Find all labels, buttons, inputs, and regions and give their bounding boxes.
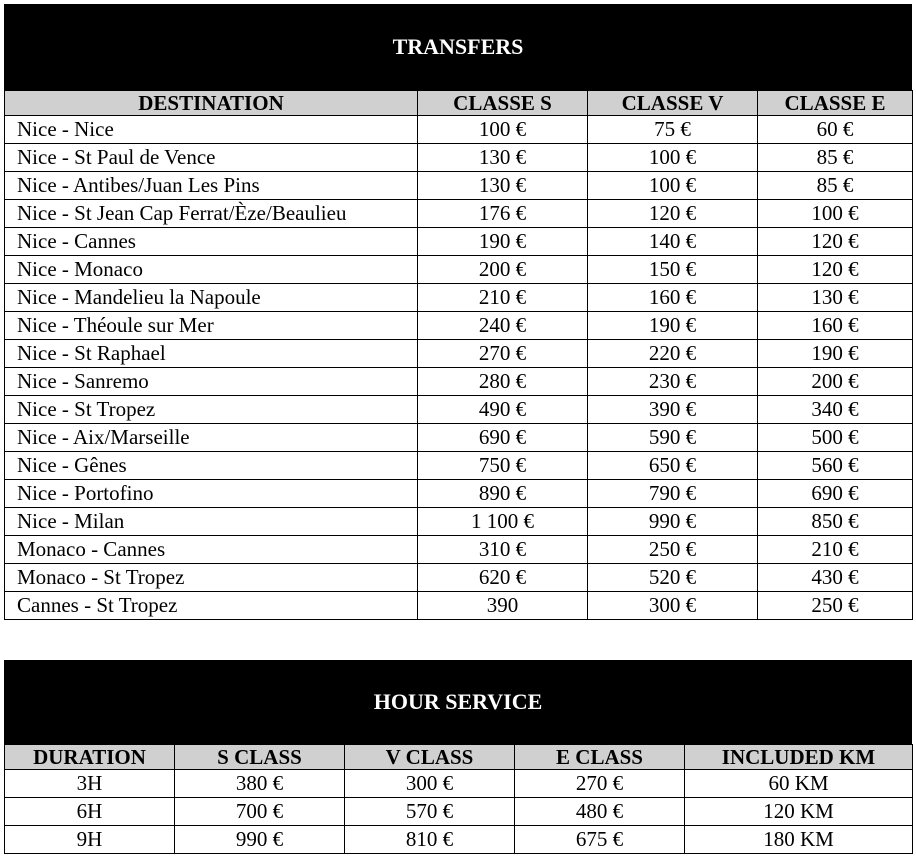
destination-cell: Nice - Antibes/Juan Les Pins [5,172,418,200]
price-cell: 210 € [758,536,913,564]
price-cell: 140 € [588,228,758,256]
price-cell: 270 € [515,770,685,798]
price-cell: 675 € [515,826,685,854]
destination-cell: Nice - Théoule sur Mer [5,312,418,340]
price-cell: 850 € [758,508,913,536]
destination-cell: Nice - St Jean Cap Ferrat/Èze/Beaulieu [5,200,418,228]
table-row [5,200,913,228]
destination-cell: Nice - St Tropez [5,396,418,424]
price-cell: 270 € [418,340,588,368]
table-row [5,256,913,284]
table-row [5,312,913,340]
price-cell: 100 € [418,116,588,144]
price-cell: 190 € [418,228,588,256]
price-cell: 120 € [588,200,758,228]
price-cell: 520 € [588,564,758,592]
price-cell: 240 € [418,312,588,340]
price-cell: 200 € [418,256,588,284]
price-cell: 700 € [175,798,345,826]
price-cell: 120 € [758,228,913,256]
table-row [5,592,913,620]
destination-cell: Nice - Sanremo [5,368,418,396]
price-cell: 790 € [588,480,758,508]
transfers-title: TRANSFERS [392,34,524,59]
price-cell: 560 € [758,452,913,480]
price-cell: 130 € [418,172,588,200]
destination-cell: Cannes - St Tropez [5,592,418,620]
price-cell: 390 [418,592,588,620]
destination-cell: Nice - St Raphael [5,340,418,368]
table-row [5,396,913,424]
table-row [5,770,913,798]
price-cell: 650 € [588,452,758,480]
price-cell: 990 € [588,508,758,536]
price-cell: 210 € [418,284,588,312]
price-cell: 310 € [418,536,588,564]
price-cell: 300 € [588,592,758,620]
price-cell: 1 100 € [418,508,588,536]
destination-cell: Nice - Milan [5,508,418,536]
table-row [5,480,913,508]
header-v-class: V CLASS [345,745,515,770]
price-cell: 100 € [758,200,913,228]
price-cell: 220 € [588,340,758,368]
table-row [5,284,913,312]
duration-cell: 3H [5,770,175,798]
price-cell: 160 € [758,312,913,340]
table-row [5,340,913,368]
price-cell: 810 € [345,826,515,854]
price-cell: 120 € [758,256,913,284]
table-row [5,798,913,826]
km-cell: 180 KM [685,826,913,854]
price-cell: 150 € [588,256,758,284]
price-cell: 250 € [588,536,758,564]
price-cell: 340 € [758,396,913,424]
table-row [5,536,913,564]
price-cell: 160 € [588,284,758,312]
destination-cell: Monaco - Cannes [5,536,418,564]
price-cell: 100 € [588,144,758,172]
price-cell: 176 € [418,200,588,228]
hour-service-title-band [4,660,912,744]
destination-cell: Nice - Nice [5,116,418,144]
price-cell: 690 € [418,424,588,452]
price-cell: 100 € [588,172,758,200]
price-cell: 300 € [345,770,515,798]
transfers-title-band [4,4,912,90]
price-cell: 190 € [758,340,913,368]
hour-service-table [4,744,913,854]
price-cell: 130 € [418,144,588,172]
price-cell: 620 € [418,564,588,592]
price-cell: 85 € [758,172,913,200]
price-cell: 890 € [418,480,588,508]
price-cell: 570 € [345,798,515,826]
price-cell: 85 € [758,144,913,172]
destination-cell: Nice - Mandelieu la Napoule [5,284,418,312]
price-cell: 690 € [758,480,913,508]
price-cell: 490 € [418,396,588,424]
table-row [5,228,913,256]
destination-cell: Monaco - St Tropez [5,564,418,592]
table-row [5,144,913,172]
destination-cell: Nice - Monaco [5,256,418,284]
price-cell: 280 € [418,368,588,396]
price-cell: 200 € [758,368,913,396]
price-cell: 250 € [758,592,913,620]
duration-cell: 6H [5,798,175,826]
table-row [5,826,913,854]
price-cell: 230 € [588,368,758,396]
transfers-header-row [5,91,913,116]
transfers-table [4,90,913,620]
km-cell: 120 KM [685,798,913,826]
table-row [5,172,913,200]
hour-service-title: HOUR SERVICE [373,689,543,714]
destination-cell: Nice - Gênes [5,452,418,480]
header-e-class: E CLASS [515,745,685,770]
table-row [5,116,913,144]
header-classe-v: CLASSE V [588,91,758,116]
table-row [5,564,913,592]
header-included-km: INCLUDED KM [685,745,913,770]
price-cell: 390 € [588,396,758,424]
table-row [5,424,913,452]
price-cell: 990 € [175,826,345,854]
price-cell: 130 € [758,284,913,312]
price-cell: 75 € [588,116,758,144]
header-duration: DURATION [5,745,175,770]
table-row [5,368,913,396]
price-cell: 430 € [758,564,913,592]
price-cell: 380 € [175,770,345,798]
price-cell: 750 € [418,452,588,480]
duration-cell: 9H [5,826,175,854]
destination-cell: Nice - St Paul de Vence [5,144,418,172]
destination-cell: Nice - Cannes [5,228,418,256]
price-cell: 590 € [588,424,758,452]
header-classe-e: CLASSE E [758,91,913,116]
header-classe-s: CLASSE S [418,91,588,116]
header-destination: DESTINATION [5,91,418,116]
price-cell: 190 € [588,312,758,340]
header-s-class: S CLASS [175,745,345,770]
price-cell: 60 € [758,116,913,144]
hour-service-header-row [5,745,913,770]
table-row [5,452,913,480]
destination-cell: Nice - Aix/Marseille [5,424,418,452]
price-cell: 500 € [758,424,913,452]
table-row [5,508,913,536]
destination-cell: Nice - Portofino [5,480,418,508]
km-cell: 60 KM [685,770,913,798]
price-cell: 480 € [515,798,685,826]
